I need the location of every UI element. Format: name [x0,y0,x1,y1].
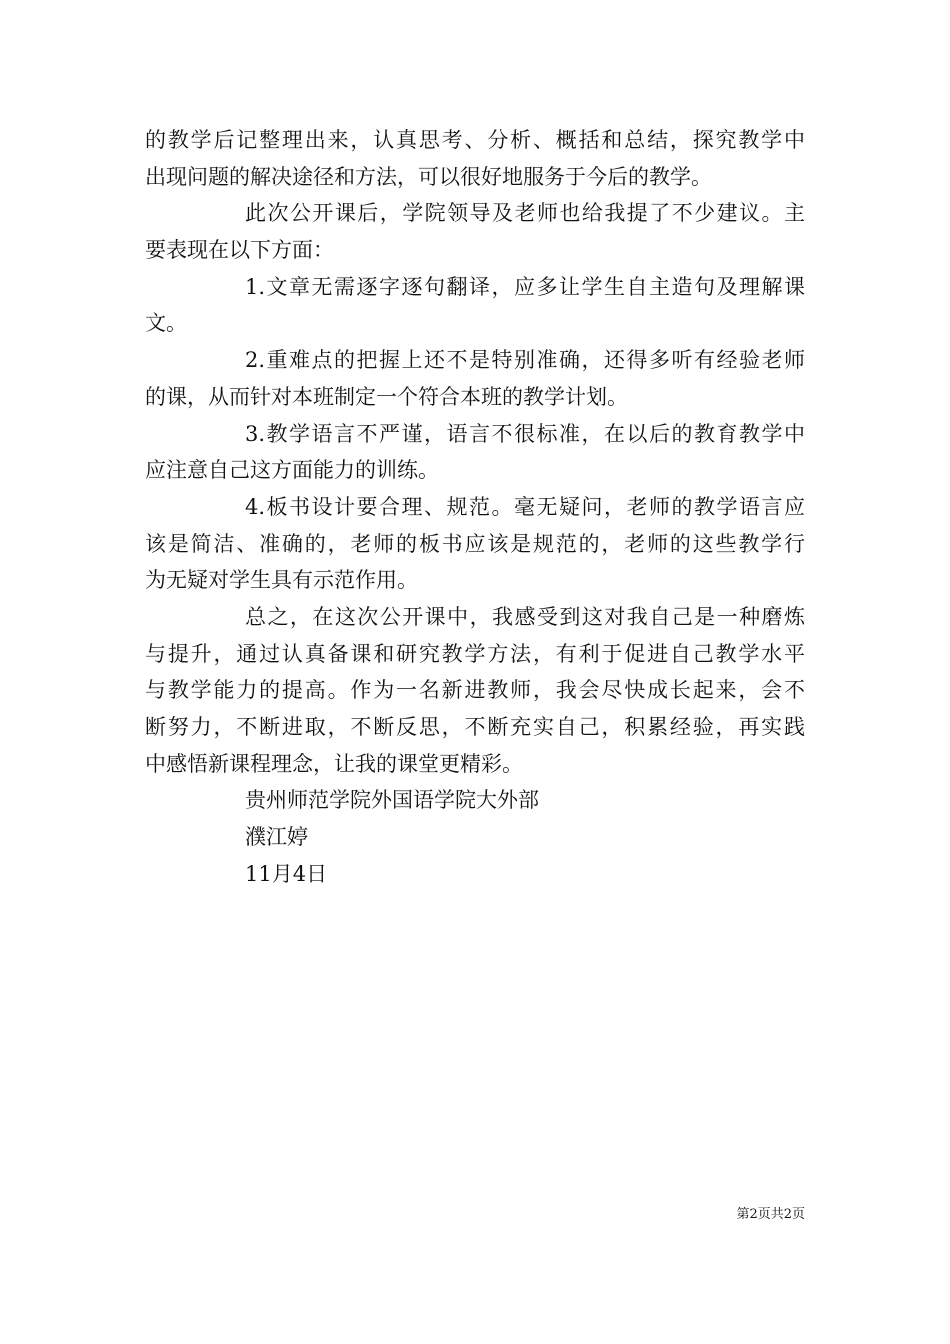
text-line: 总之，在这次公开课中，我感受到这对我自己是一种磨炼 [245,604,805,629]
text-line: 文。 [145,311,187,336]
text-line: 该是简洁、准确的，老师的板书应该是规范的，老师的这些教学行 [145,531,805,556]
paragraph [145,269,805,342]
paragraph [145,122,805,195]
text-line: 此次公开课后，学院领导及老师也给我提了不少建议。主 [245,201,805,226]
text-line: 出现问题的解决途径和方法，可以很好地服务于今后的教学。 [145,164,712,189]
paragraph [145,195,805,268]
text-line: 与提升，通过认真备课和研究教学方法，有利于促进自己教学水平 [145,641,805,666]
document-body [145,122,805,892]
signature-organization: 贵州师范学院外国语学院大外部 [245,788,539,813]
paragraph [145,489,805,599]
page-number: 第2页共2页 [736,1207,805,1222]
signature-date: 11月4日 [245,861,328,886]
paragraph [145,342,805,415]
text-line: 中感悟新课程理念，让我的课堂更精彩。 [145,751,523,776]
text-line: 3.教学语言不严谨，语言不很标准，在以后的教育教学中 [245,421,805,446]
text-line: 4.板书设计要合理、规范。毫无疑问，老师的教学语言应 [245,494,805,519]
paragraph [145,416,805,489]
text-line: 的课，从而针对本班制定一个符合本班的教学计划。 [145,384,628,409]
text-line: 2.重难点的把握上还不是特别准确，还得多听有经验老师 [245,348,805,373]
text-line: 为无疑对学生具有示范作用。 [145,568,418,593]
text-line: 应注意自己这方面能力的训练。 [145,458,439,483]
text-line: 断努力，不断进取，不断反思，不断充实自己，积累经验，再实践 [145,715,805,739]
paragraph [145,599,805,782]
text-line: 的教学后记整理出来，认真思考、分析、概括和总结，探究教学中 [145,128,805,152]
text-line: 要表现在以下方面： [145,238,334,263]
text-line: 1.文章无需逐字逐句翻译，应多让学生自主造句及理解课 [245,274,805,299]
text-line: 与教学能力的提高。作为一名新进教师，我会尽快成长起来，会不 [145,678,805,703]
signature-name: 濮江婷 [245,825,308,850]
